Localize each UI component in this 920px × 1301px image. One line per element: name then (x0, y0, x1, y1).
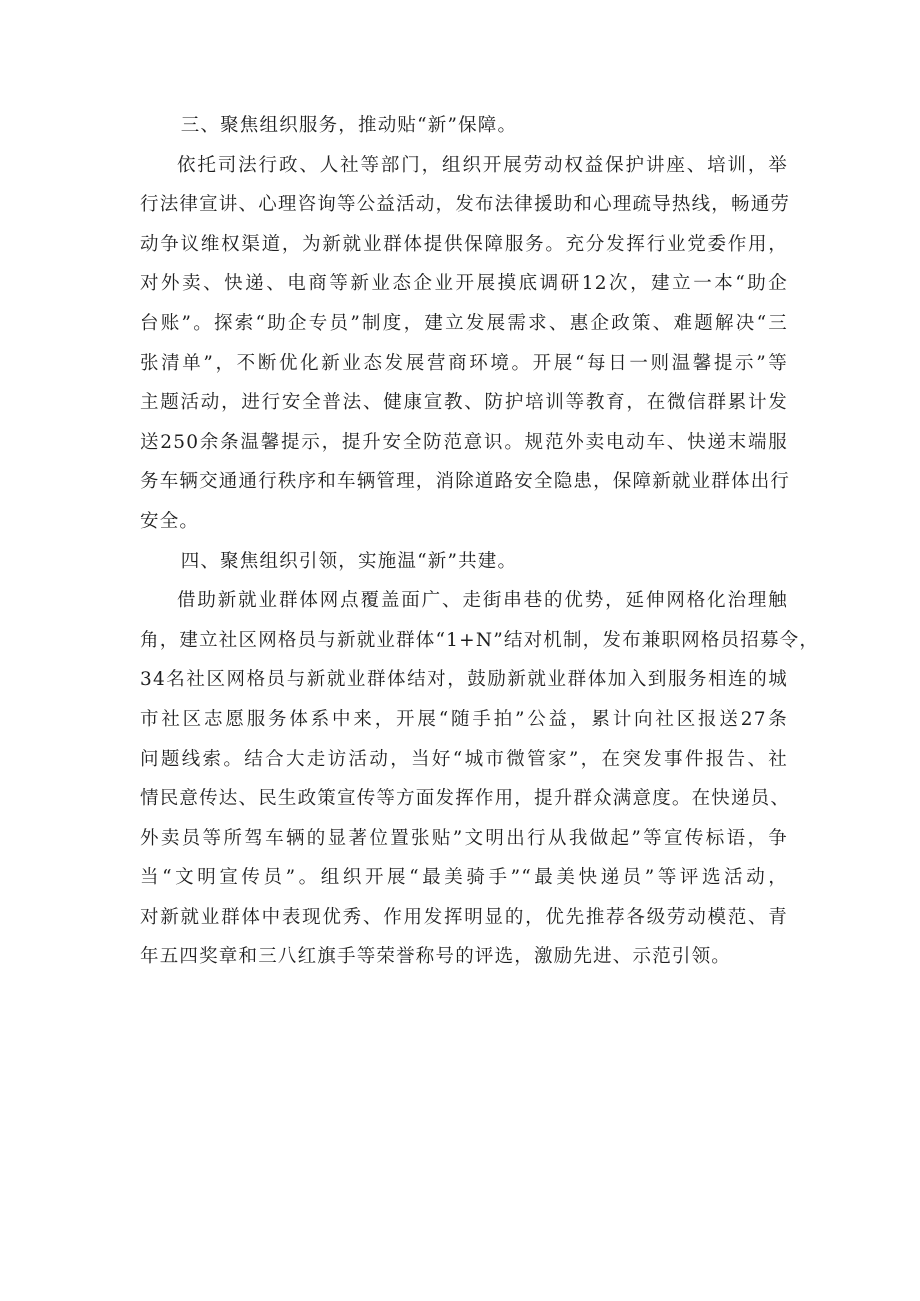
paragraph-line: 送250余条温馨提示，提升安全防范意识。规范外卖电动车、快递末端服 (140, 431, 788, 453)
document-body (140, 106, 820, 977)
paragraph-line: 年五四奖章和三八红旗手等荣誉称号的评选，激励先进、示范引领。 (140, 946, 732, 968)
paragraph-line: 张清单”，不断优化新业态发展营商环境。开展“每日一则温馨提示”等 (140, 352, 788, 374)
paragraph-line: 动争议维权渠道，为新就业群体提供保障服务。充分发挥行业党委作用， (140, 233, 788, 255)
paragraph-line: 角，建立社区网格员与新就业群体“1+N”结对机制，发布兼职网格员招募令， (140, 629, 820, 651)
section-heading: 四、聚焦组织引领，实施温“新”共建。 (180, 550, 518, 572)
section-heading: 三、聚焦组织服务，推动贴“新”保障。 (180, 115, 518, 136)
paragraph-line: 对新就业群体中表现优秀、作用发挥明显的，优先推荐各级劳动模范、青 (140, 906, 788, 928)
paragraph-line: 市社区志愿服务体系中来，开展“随手拍”公益，累计向社区报送27条 (140, 708, 788, 730)
section-paragraph (140, 581, 820, 977)
paragraph-line: 借助新就业群体网点覆盖面广、走街串巷的优势，延伸网格化治理触 (177, 590, 788, 612)
paragraph-line: 台账”。探索“助企专员”制度，建立发展需求、惠企政策、难题解决“三 (140, 312, 788, 334)
paragraph-line: 务车辆交通通行秩序和车辆管理，消除道路安全隐患，保障新就业群体出行 (140, 471, 791, 493)
section-three (140, 106, 791, 542)
paragraph-line: 行法律宣讲、心理咨询等公益活动，发布法律援助和心理疏导热线，畅通劳 (140, 194, 791, 216)
paragraph-line: 当“文明宣传员”。组织开展“最美骑手”“最美快递员”等评选活动， (140, 867, 788, 889)
section-four (140, 542, 820, 978)
paragraph-line: 安全。 (140, 510, 200, 532)
section-paragraph (140, 146, 791, 542)
paragraph-line: 外卖员等所驾车辆的显著位置张贴”文明出行从我做起”等宣传标语，争 (140, 827, 788, 849)
paragraph-line: 依托司法行政、人社等部门，组织开展劳动权益保护讲座、培训，举 (177, 154, 788, 176)
paragraph-line: 对外卖、快递、电商等新业态企业开展摸底调研12次，建立一本“助企 (140, 273, 788, 295)
paragraph-line: 主题活动，进行安全普法、健康宣教、防护培训等教育，在微信群累计发 (140, 392, 788, 414)
paragraph-line: 34名社区网格员与新就业群体结对，鼓励新就业群体加入到服务相连的城 (140, 669, 788, 691)
paragraph-line: 问题线索。结合大走访活动，当好“城市微管家”，在突发事件报告、社 (140, 748, 788, 770)
paragraph-line: 情民意传达、民生政策宣传等方面发挥作用，提升群众满意度。在快递员、 (140, 788, 791, 810)
